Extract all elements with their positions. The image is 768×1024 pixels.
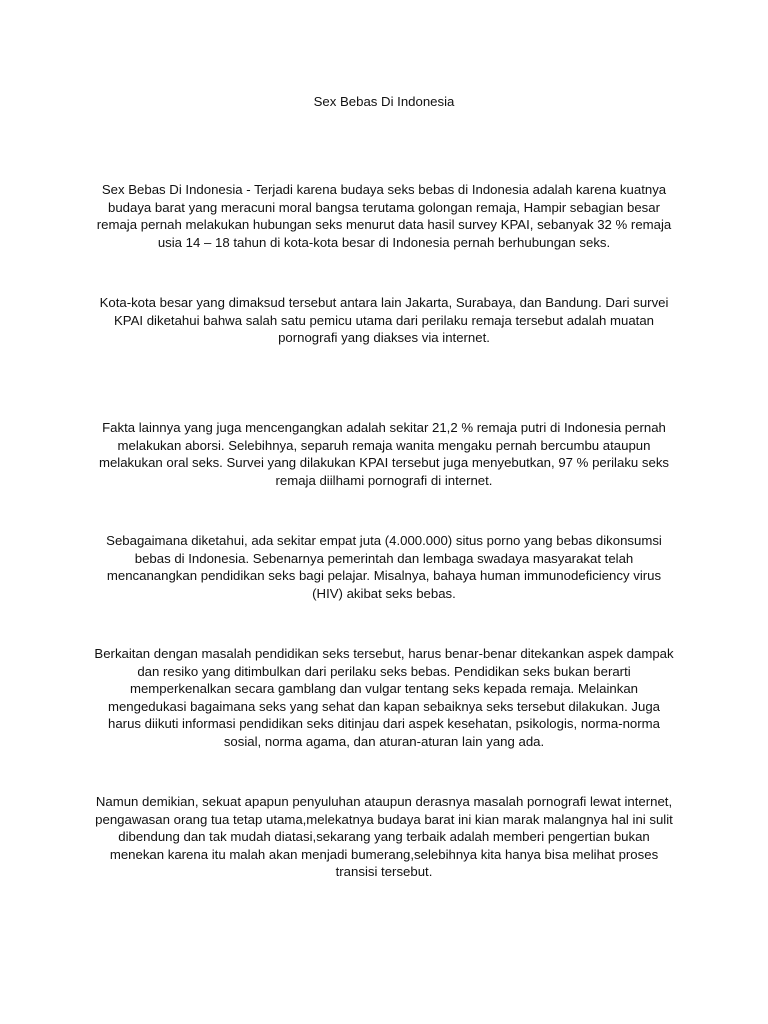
paragraph-intro: Sex Bebas Di Indonesia - Terjadi karena budaya seks bebas di Indonesia adalah karena kuatnya budaya barat yang meracuni moral bangsa terutama golongan remaja, Hampir sebagian besar remaja pernah melakukan hubungan seks menurut data hasil survey KPAI, sebanyak 32 % remaja usia 14 – 18 tahun di kota-kota besar di Indonesia pernah berhubungan seks. [96,182,672,250]
document-title: Sex Bebas Di Indonesia [313,94,455,109]
paragraph-sites: Sebagaimana diketahui, ada sekitar empat juta (4.000.000) situs porno yang bebas dikonsumsi bebas di Indonesia. Sebenarnya pemerintah dan lembaga swadaya masyarakat telah mencanangkan pendidikan seks bagi pelajar. Misalnya, bahaya human immunodeficiency virus (HIV) akibat seks bebas. [106,533,662,601]
paragraph-education: Berkaitan dengan masalah pendidikan seks tersebut, harus benar-benar ditekankan aspek dampak dan resiko yang ditimbulkan dari perilaku seks bebas. Pendidikan seks bukan berarti memperkenalkan secara gamblang dan vulgar tentang seks kepada remaja. Melainkan mengedukasi bagaimana seks yang sehat dan kapan sebaiknya seks tersebut dilakukan. Juga harus diikuti informasi pendidikan seks ditinjau dari aspek kesehatan, psikologis, norma-norma sosial, norma agama, dan aturan-aturan lain yang ada. [94,646,674,749]
paragraph-facts: Fakta lainnya yang juga mencengangkan adalah sekitar 21,2 % remaja putri di Indonesia pernah melakukan aborsi. Selebihnya, separuh remaja wanita mengaku pernah bercumbu ataupun melakukan oral seks. Survei yang dilakukan KPAI tersebut juga menyebutkan, 97 % perilaku seks remaja diilhami pornografi di internet. [98,420,670,488]
paragraph-cities: Kota-kota besar yang dimaksud tersebut antara lain Jakarta, Surabaya, dan Bandung. Dari survei KPAI diketahui bahwa salah satu pemicu utama dari perilaku remaja tersebut adalah muatan pornografi yang diakses via internet. [99,295,669,346]
paragraph-conclusion: Namun demikian, sekuat apapun penyuluhan ataupun derasnya masalah pornografi lewat internet, pengawasan orang tua tetap utama,melekatnya budaya barat ini kian marak malangnya hal ini sulit dibendung dan tak mudah diatasi,sekarang yang terbaik adalah memberi pengertian bukan menekan karena itu malah akan menjadi bumerang,selebihnya kita hanya bisa melihat proses transisi tersebut. [95,794,673,880]
